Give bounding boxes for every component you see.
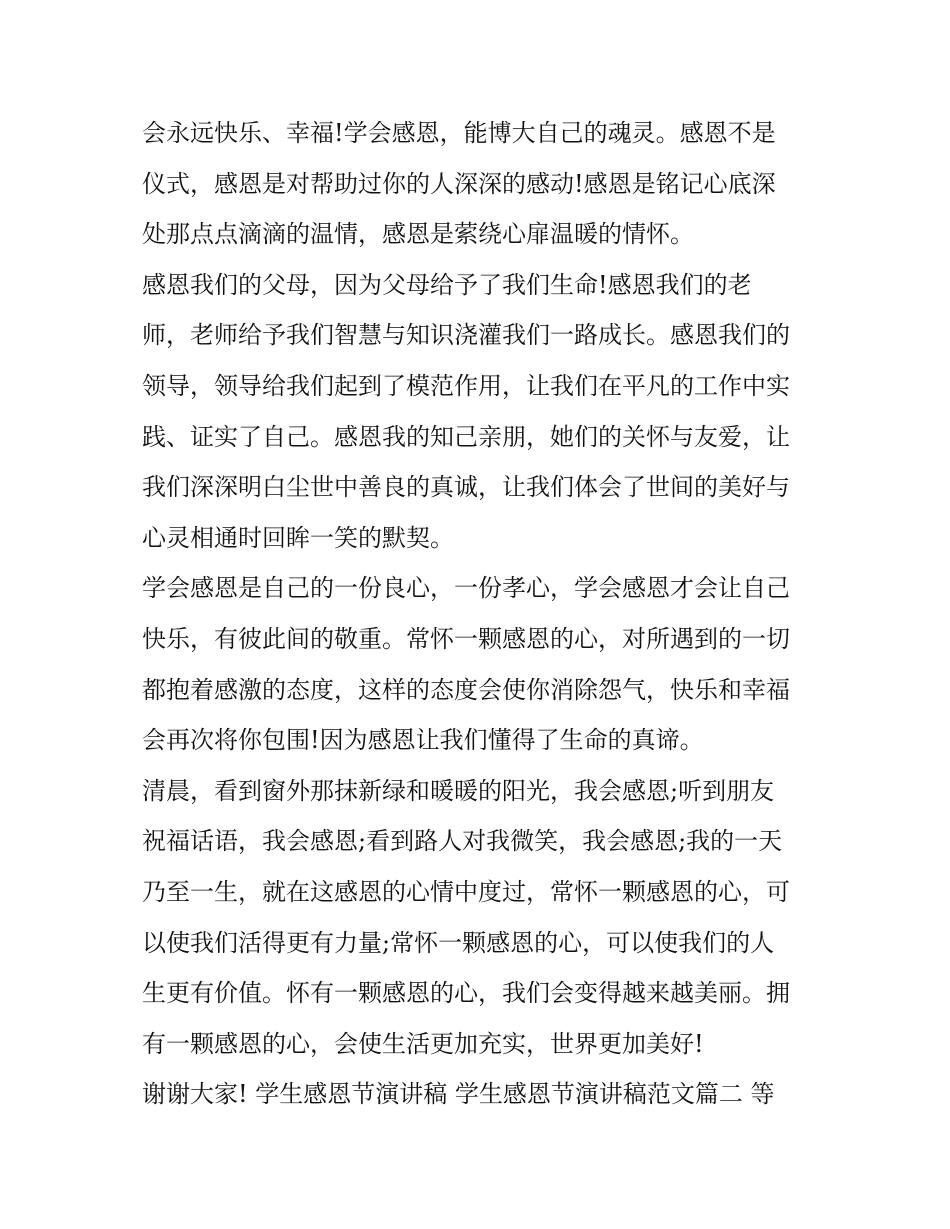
text-line: 以使我们活得更有力量;常怀一颗感恩的心，可以使我们的人 — [142, 928, 775, 957]
text-line: 会再次将你包围!因为感恩让我们懂得了生命的真谛。 — [142, 726, 704, 755]
body-text — [142, 108, 822, 1120]
text-line: 有一颗感恩的心，会使生活更加充实，世界更加美好! — [142, 1029, 704, 1058]
text-line: 清晨，看到窗外那抹新绿和暖暖的阳光，我会感恩;听到朋友 — [142, 776, 775, 805]
text-line: 仪式，感恩是对帮助过你的人深深的感动!感恩是铭记心底深 — [142, 169, 776, 198]
text-line: 谢谢大家! 学生感恩节演讲稿 学生感恩节演讲稿范文篇二 等 — [142, 1080, 775, 1109]
text-line: 生更有价值。怀有一颗感恩的心，我们会变得越来越美丽。拥 — [142, 979, 790, 1008]
text-line: 学会感恩是自己的一份良心，一份孝心，学会感恩才会让自己 — [142, 574, 790, 603]
text-line: 我们深深明白尘世中善良的真诚，让我们体会了世间的美好与 — [142, 473, 790, 502]
text-line: 都抱着感激的态度，这样的态度会使你消除怨气，快乐和幸福 — [142, 675, 790, 704]
text-line: 快乐，有彼此间的敬重。常怀一颗感恩的心，对所遇到的一切 — [142, 624, 790, 653]
text-line: 师，老师给予我们智慧与知识浇灌我们一路成长。感恩我们的 — [142, 321, 790, 350]
text-line: 处那点点滴滴的温情，感恩是萦绕心扉温暖的情怀。 — [142, 220, 694, 249]
text-line: 践、证实了自己。感恩我的知己亲朋，她们的关怀与友爱，让 — [142, 422, 790, 451]
text-line: 祝福话语，我会感恩;看到路人对我微笑，我会感恩;我的一天 — [142, 827, 783, 856]
text-line: 领导，领导给我们起到了模范作用，让我们在平凡的工作中实 — [142, 371, 790, 400]
text-line: 感恩我们的父母，因为父母给予了我们生命!感恩我们的老 — [142, 270, 752, 299]
text-line: 乃至一生，就在这感恩的心情中度过，常怀一颗感恩的心，可 — [142, 877, 790, 906]
text-line: 会永远快乐、幸福!学会感恩，能博大自己的魂灵。感恩不是 — [142, 119, 776, 147]
text-line: 心灵相通时回眸一笑的默契。 — [142, 523, 454, 552]
